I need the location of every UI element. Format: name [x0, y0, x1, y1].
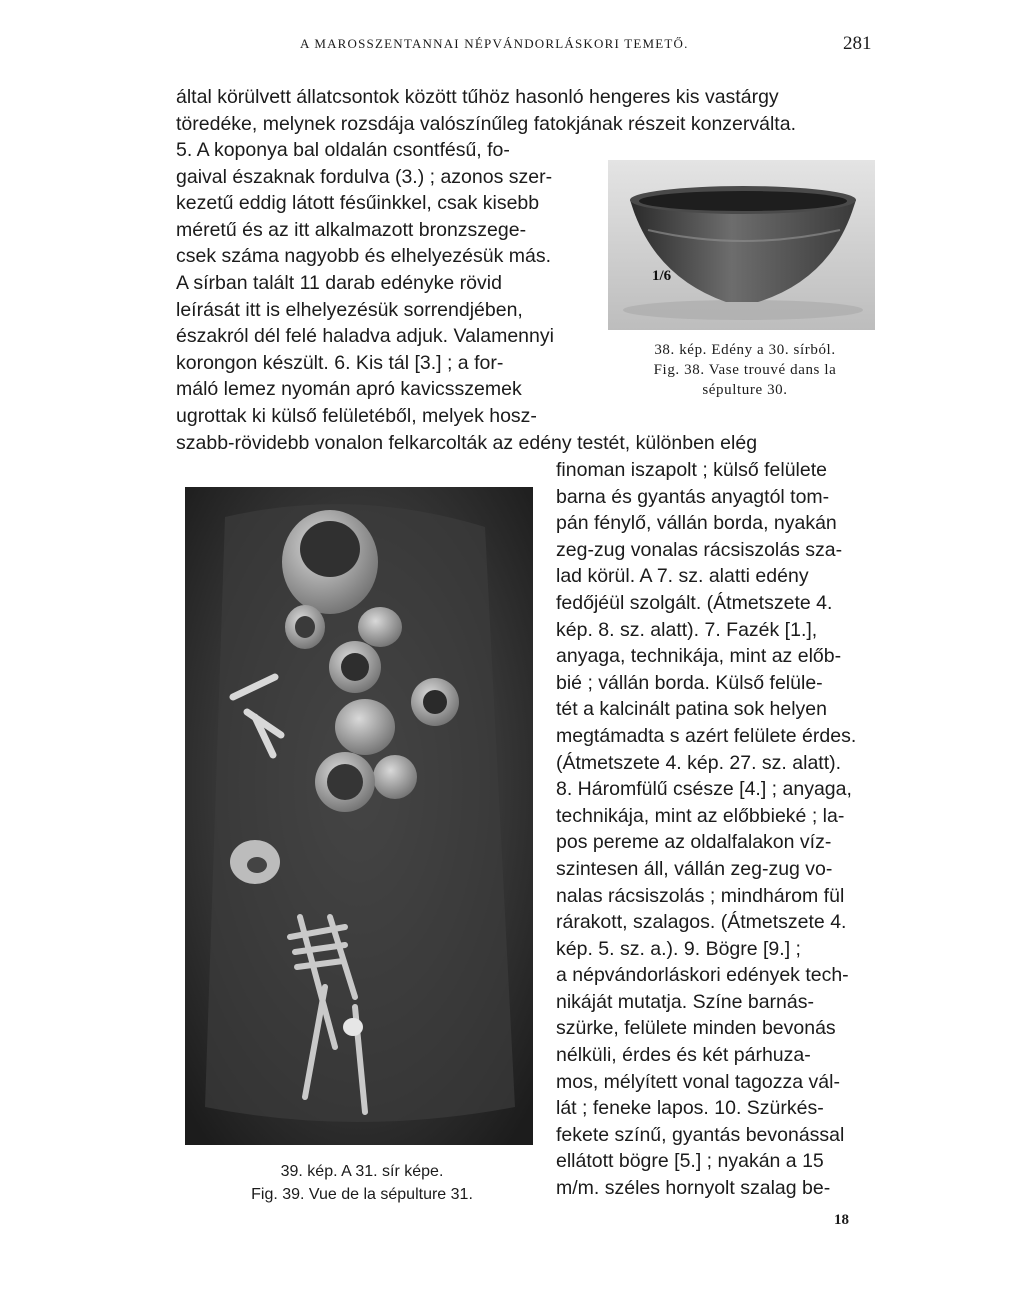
figure-39-caption	[192, 1160, 532, 1206]
left-column-text	[176, 137, 554, 430]
text-line: m/m. széles hornyolt szalag be-	[556, 1177, 831, 1200]
text-line: nalas rácsiszolás ; mindhárom fül	[556, 884, 845, 907]
text-line: kép. 8. sz. alatt). 7. Fazék [1.],	[556, 618, 818, 641]
running-head: A MAROSSZENTANNAI NÉPVÁNDORLÁSKORI TEMETŐ.	[300, 36, 689, 51]
text-line: zeg-zug vonalas rácsiszolás sza-	[556, 538, 843, 561]
text-line: mos, mélyített vonal tagozza vál-	[556, 1070, 840, 1093]
text-line: korongon készült. 6. Kis tál [3.] ; a for-	[176, 351, 504, 374]
text-line: tét a kalcinált patina sok helyen	[556, 698, 828, 721]
text-line: A sírban talált 11 darab edényke rövid	[176, 271, 502, 294]
grave-illustration	[185, 487, 533, 1145]
text-line: lát ; feneke lapos. 10. Szürkés-	[556, 1097, 824, 1120]
text-line: technikája, mint az előbbieké ; la-	[556, 804, 845, 827]
text-line: 8. Háromfülű csésze [4.] ; anyaga,	[556, 778, 852, 801]
text-line: ugrottak ki külső felületéből, melyek hosz-	[176, 404, 537, 427]
text-line: (Átmetszete 4. kép. 27. sz. alatt).	[556, 751, 842, 774]
right-column-text	[556, 457, 856, 1202]
caption-french: Fig. 39. Vue de la sépulture 31.	[251, 1186, 473, 1203]
text-line-content: által körülvett állatcsontok között tűhöz hasonló hengeres kis vastárgy	[176, 86, 779, 108]
text-line: máló lemez nyomán apró kavicsszemek	[176, 378, 522, 401]
text-line: szintesen áll, vállán zeg-zug vo-	[556, 857, 833, 880]
text-line: csek száma nagyobb és elhelyezésük más.	[176, 245, 552, 268]
text-line: fedőjéül szolgált. (Átmetszete 4.	[556, 591, 833, 614]
text-line: megtámadta s azért felülete érdes.	[556, 724, 857, 747]
vessel-illustration	[608, 160, 875, 330]
text-line-content: töredéke, melynek rozsdája valószínűleg fatokjának részeit konzerválta.	[176, 112, 796, 135]
text-line	[176, 111, 796, 138]
grave-photo	[185, 487, 533, 1145]
text-line: bié ; vállán borda. Külső felüle-	[556, 671, 823, 694]
text-line	[176, 84, 796, 111]
scale-label: 1/6	[652, 268, 672, 284]
caption-french-line-1: Fig. 38. Vase trouvé dans la	[653, 362, 837, 378]
text-line: pos pereme az oldalfalakon víz-	[556, 831, 832, 854]
full-width-text	[176, 84, 796, 137]
text-line: 5. A koponya bal oldalán csontfésű, fo-	[176, 139, 510, 161]
text-line: anyaga, technikája, mint az előb-	[556, 645, 842, 668]
text-line: pán fénylő, vállán borda, nyakán	[556, 512, 837, 535]
text-line: szürke, felülete minden bevonás	[556, 1017, 836, 1040]
text-line: rárakott, szalagos. (Átmetszete 4.	[556, 911, 847, 934]
page-number: 281	[843, 33, 872, 54]
vessel-photo	[608, 160, 875, 330]
text-line: kép. 5. sz. a.). 9. Bögre [9.] ;	[556, 937, 801, 960]
caption-hungarian: 38. kép. Edény a 30. sírból.	[654, 342, 836, 358]
text-line: nélküli, érdes és két párhuza-	[556, 1044, 811, 1067]
text-line: nikáját mutatja. Színe barnás-	[556, 990, 814, 1013]
text-line: északról dél felé haladva adjuk. Valamennyi	[176, 325, 554, 348]
caption-hungarian: 39. kép. A 31. sír képe.	[280, 1163, 444, 1180]
text-line: finoman iszapolt ; külső felülete	[556, 459, 827, 481]
caption-french-line-2: sépulture 30.	[702, 382, 788, 398]
printer-signature-mark: 18	[834, 1212, 849, 1228]
text-line: méretű és az itt alkalmazott bronzszege-	[176, 218, 527, 241]
text-line: fekete színű, gyantás bevonással	[556, 1123, 845, 1146]
text-line: lad körül. A 7. sz. alatti edény	[556, 565, 809, 588]
text-line: barna és gyantás anyagtól tom-	[556, 485, 830, 508]
text-line: kezetű eddig látott fésűinkkel, csak kisebb	[176, 192, 540, 215]
figure-38-caption	[620, 340, 870, 400]
text-line: a népvándorláskori edények tech-	[556, 964, 849, 987]
text-line: gaival északnak fordulva (3.) ; azonos szer-	[176, 165, 553, 188]
text-line: leírását itt is elhelyezésük sorrendjében,	[176, 298, 523, 321]
text-line: ellátott bögre [5.] ; nyakán a 15	[556, 1150, 824, 1173]
bridge-text-line: szabb-rövidebb vonalon felkarcolták az edény testét, különben elég	[176, 432, 758, 454]
